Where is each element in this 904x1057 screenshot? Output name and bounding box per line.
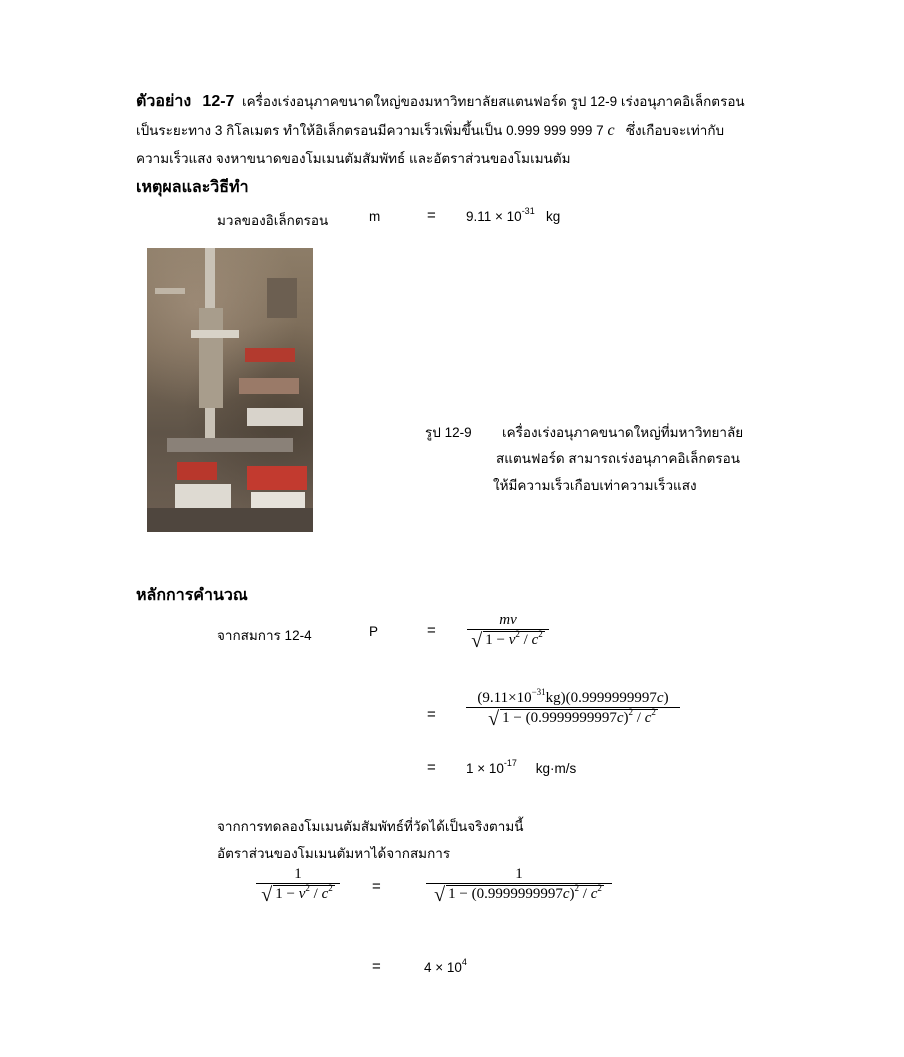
- ratio-left-denominator: √ $1 - v^2 / c^2$: [261, 883, 333, 906]
- example-text-2a: เป็นระยะทาง 3 กิโลเมตร ทำให้อิเล็กตรอนมีความเร็วเพิ่มขึ้นเป็น 0.999 999 999 7: [136, 123, 604, 138]
- ratio-right-numerator: 1: [515, 866, 523, 882]
- ratio-result: $4 \times 10^4$: [424, 957, 467, 975]
- substitution-denominator: √ $1 - (0.9999999997c)^2 / c^2$: [488, 707, 656, 730]
- momentum-symbol: P: [369, 624, 379, 639]
- mass-value: [466, 206, 561, 224]
- momentum-result: $1 \times 10^{-17}$ kg·m/s: [466, 758, 577, 776]
- eq3-equals: =: [427, 759, 436, 776]
- ratio-equals: =: [372, 878, 381, 895]
- figure-caption-text-1: เครื่องเร่งอนุภาคขนาดใหญ่ที่มหาวิทยาลัย: [502, 425, 744, 440]
- substitution-numerator: $(9.11\times 10^{-31}kg)(0.9999999997c)$: [477, 687, 669, 706]
- figure-caption-line-2: สแตนฟอร์ด สามารถเร่งอนุภาคอิเล็กตรอน: [496, 451, 740, 466]
- figure-number: รูป 12-9: [425, 425, 472, 440]
- formula-denominator: √ $1 - v^2 / c^2$: [471, 629, 543, 652]
- eq1-equals: =: [427, 622, 436, 639]
- mass-unit: kg: [545, 209, 561, 224]
- mass-equals: =: [427, 207, 436, 224]
- figure-caption-line-3: ให้มีความเร็วเกือบเท่าความเร็วแสง: [493, 478, 697, 493]
- example-label: ตัวอย่าง: [136, 93, 192, 110]
- experiment-note: จากการทดลองโมเมนตัมสัมพัทธ์ที่วัดได้เป็นจริงตามนี้: [217, 819, 524, 834]
- example-speed-c: c: [607, 122, 615, 139]
- example-text-2b: ซึ่งเกือบจะเท่ากับ: [625, 123, 725, 138]
- ratio-result-equals: =: [372, 958, 381, 975]
- reasoning-heading: เหตุผลและวิธีทำ: [136, 179, 249, 196]
- ratio-right-formula: [426, 866, 612, 907]
- eq2-equals: =: [427, 706, 436, 723]
- example-text-1: เครื่องเร่งอนุภาคขนาดใหญ่ของมหาวิทยาลัยสแตนฟอร์ด รูป 12-9 เร่งอนุภาคอิเล็กตรอน: [241, 94, 745, 109]
- from-equation-label: จากสมการ 12-4: [217, 628, 312, 643]
- momentum-unit: kg·m/s: [535, 761, 577, 776]
- calculation-heading: หลักการคำนวณ: [136, 587, 248, 604]
- ratio-note: อัตราส่วนของโมเมนตัมหาได้จากสมการ: [217, 846, 451, 861]
- ratio-left-numerator: 1: [294, 866, 302, 882]
- mass-symbol: m: [369, 209, 381, 224]
- example-line-3: ความเร็วแสง จงหาขนาดของโมเมนตัมสัมพัทธ์ และอัตราส่วนของโมเมนตัม: [136, 151, 571, 166]
- momentum-formula: [467, 612, 549, 653]
- substitution-formula: [466, 687, 680, 731]
- example-number: 12-7: [202, 93, 235, 110]
- formula-numerator: mv: [499, 612, 517, 628]
- ratio-right-denominator: √ $1 - (0.9999999997c)^2 / c^2$: [434, 883, 602, 906]
- mass-exponent: -31: [521, 206, 535, 216]
- accelerator-photo: [147, 248, 313, 532]
- figure-caption-line-1: [425, 421, 472, 443]
- example-line-1: [136, 89, 745, 114]
- ratio-right-fraction-bar: [426, 883, 612, 884]
- mass-mantissa: 9.11 × 10: [466, 209, 522, 224]
- example-line-2: [136, 119, 724, 141]
- mass-label: มวลของอิเล็กตรอน: [217, 213, 329, 228]
- ratio-left-formula: [256, 866, 340, 907]
